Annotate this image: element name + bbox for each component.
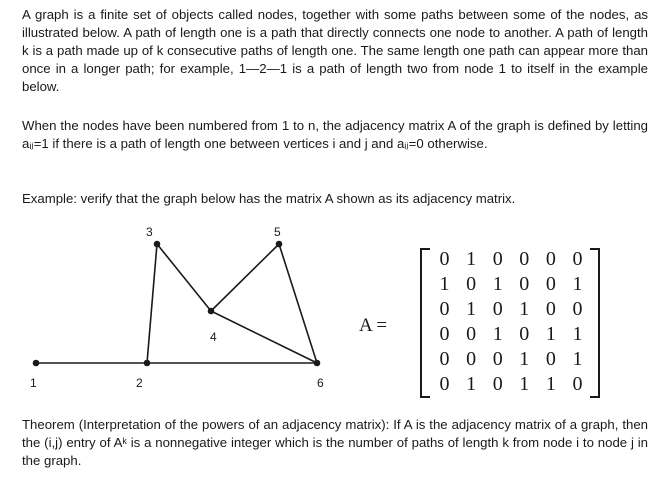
matrix-label: A = (359, 315, 388, 336)
matrix-cell: 1 (519, 298, 530, 320)
matrix-cell: 0 (466, 273, 477, 295)
matrix-cell: 0 (545, 248, 556, 270)
edge-5-6 (279, 244, 317, 363)
node-5 (276, 241, 283, 248)
node-3 (154, 241, 161, 248)
matrix-cell: 0 (519, 273, 530, 295)
edge-4-5 (211, 244, 279, 311)
example-paragraph: Example: verify that the graph below has the matrix A shown as its adjacency matrix. (22, 191, 516, 206)
matrix-row (435, 322, 587, 347)
node-label-1: 1 (30, 376, 37, 390)
intro-paragraph: A graph is a finite set of objects called nodes, together with some paths between some of the nodes, as illustrated below. A path of length one is a path that directly connects one node to another. A path of length k is a path made up of k consecutive paths of length one. The same length one path can appear more than once in a longer path; for example, 1—2—1 is a path of length two from node 1 to itself in the example below. (22, 7, 648, 94)
matrix-right-bracket (590, 248, 600, 398)
matrix-cell: 0 (545, 298, 556, 320)
matrix-cell: 0 (545, 273, 556, 295)
matrix-cell: 0 (492, 373, 503, 395)
matrix-cell: 1 (572, 348, 583, 370)
matrix-cell: 1 (492, 323, 503, 345)
matrix-row (435, 347, 587, 372)
matrix-cell: 0 (492, 348, 503, 370)
matrix-row (435, 247, 587, 272)
matrix-cell: 0 (545, 348, 556, 370)
matrix-cell: 1 (519, 373, 530, 395)
graph-diagram (0, 215, 340, 395)
node-label-4: 4 (210, 330, 217, 344)
matrix-cell: 1 (439, 273, 450, 295)
matrix-cell: 0 (439, 373, 450, 395)
matrix-cell: 0 (439, 348, 450, 370)
node-1 (33, 360, 40, 367)
matrix-cell: 1 (572, 273, 583, 295)
node-label-3: 3 (146, 225, 153, 239)
theorem-paragraph: Theorem (Interpretation of the powers of an adjacency matrix): If A is the adjacency matrix of a graph, then the (i,j) entry of Aᵏ is a nonnegative integer which is the number of paths of length k from node i to node j in the graph. (22, 417, 648, 468)
matrix-cell: 0 (466, 323, 477, 345)
matrix-cell: 0 (439, 298, 450, 320)
node-6 (314, 360, 321, 367)
edge-3-4 (157, 244, 211, 311)
edge-4-6 (211, 311, 317, 363)
matrix-left-bracket (420, 248, 430, 398)
matrix-cell: 1 (519, 348, 530, 370)
matrix-cell: 0 (466, 348, 477, 370)
matrix-cell: 0 (492, 248, 503, 270)
node-4 (208, 308, 215, 315)
matrix-cell: 1 (492, 273, 503, 295)
node-2 (144, 360, 151, 367)
matrix-cell: 0 (572, 248, 583, 270)
node-label-5: 5 (274, 225, 281, 239)
matrix-cell: 1 (545, 323, 556, 345)
node-label-2: 2 (136, 376, 143, 390)
matrix-cell: 1 (572, 323, 583, 345)
definition-paragraph: When the nodes have been numbered from 1 to n, the adjacency matrix A of the graph is defined by letting aᵢⱼ=1 if there is a path of length one between vertices i and j and aᵢⱼ=0 otherwise. (22, 118, 648, 151)
matrix-row (435, 372, 587, 397)
matrix-cell: 0 (519, 323, 530, 345)
matrix-cell: 0 (572, 373, 583, 395)
edge-2-3 (147, 244, 157, 363)
matrix-cell: 0 (439, 323, 450, 345)
matrix-cell: 1 (466, 298, 477, 320)
matrix-cell: 0 (519, 248, 530, 270)
matrix-cell: 1 (466, 248, 477, 270)
matrix-row (435, 272, 587, 297)
matrix-cell: 1 (466, 373, 477, 395)
matrix-cell: 0 (492, 298, 503, 320)
matrix-cell: 1 (545, 373, 556, 395)
node-label-6: 6 (317, 376, 324, 390)
matrix-cell: 0 (572, 298, 583, 320)
adjacency-matrix (420, 245, 600, 398)
matrix-row (435, 297, 587, 322)
matrix-cell: 0 (439, 248, 450, 270)
